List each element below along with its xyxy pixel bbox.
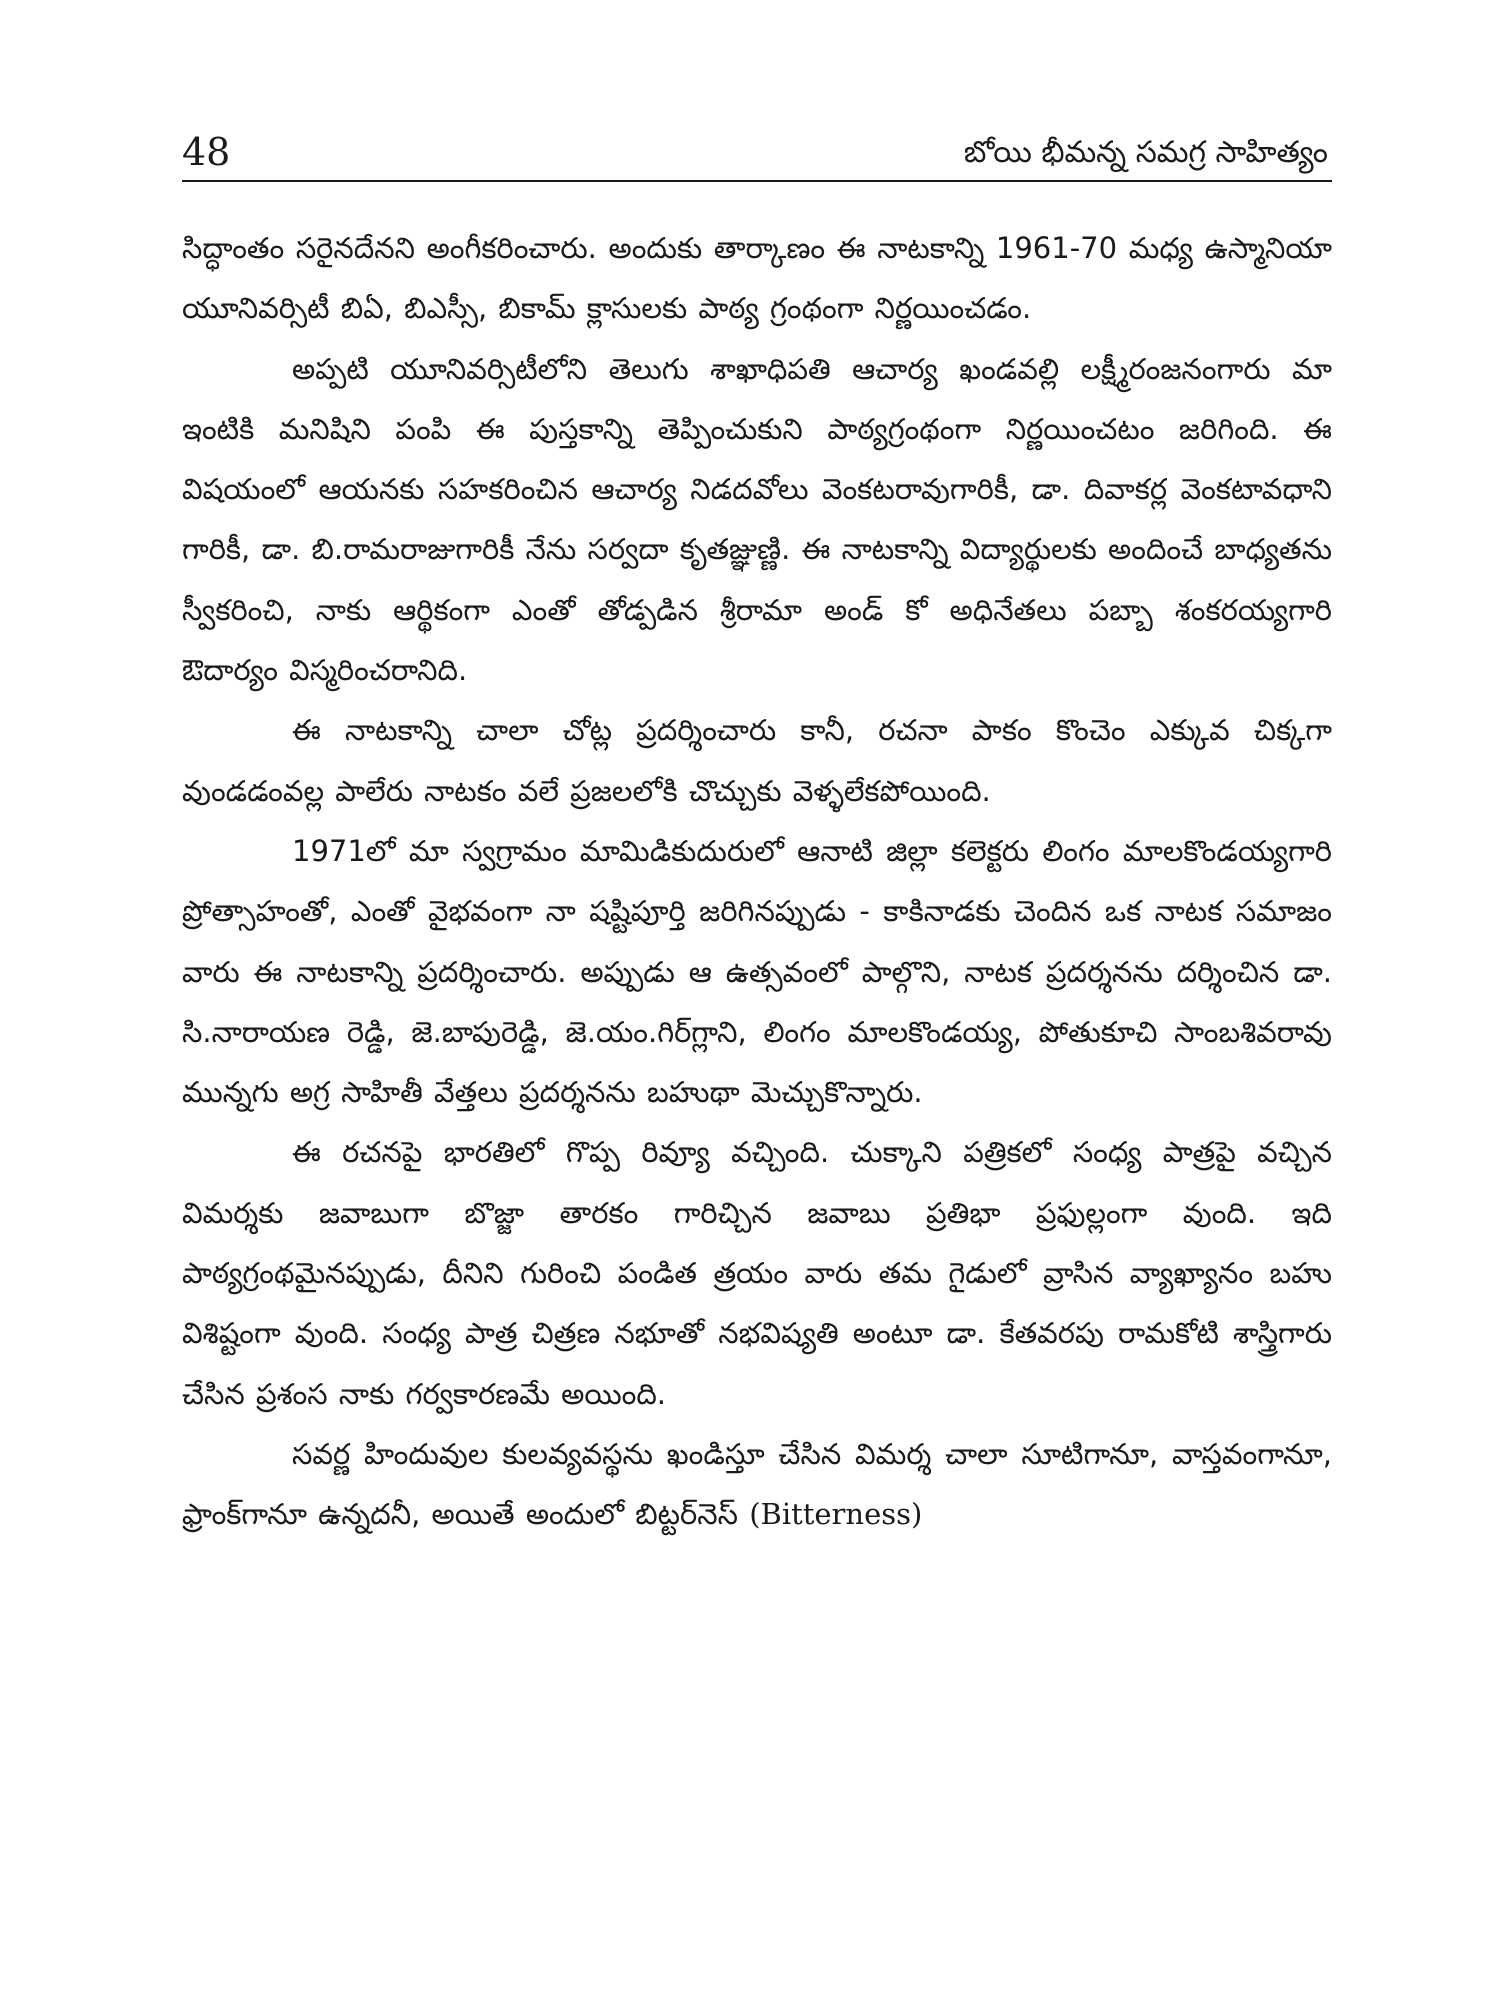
page-header	[182, 126, 1330, 178]
paragraph: ఈ రచనపై భారతిలో గొప్ప రివ్యూ వచ్చింది. చుక్కాని పత్రికలో సంధ్య పాత్రపై వచ్చిన విమర్శకు జవాబుగా బొజ్జా తారకం గారిచ్చిన జవాబు ప్రతిభా ప్రఫుల్లంగా వుంది. ఇది పాఠ్యగ్రంథమైనప్పుడు, దీనిని గురించి పండిత త్రయం వారు తమ గైడులో వ్రాసిన వ్యాఖ్యానం బహు విశిష్టంగా వుంది. సంధ్య పాత్ర చిత్రణ నభూతో నభవిష్యతి అంటూ డా. కేతవరపు రామకోటి శాస్త్రిగారు చేసిన ప్రశంస నాకు గర్వకారణమే అయింది.	[182, 1135, 1332, 1411]
english-term: (Bitterness)	[749, 1497, 923, 1532]
paragraph: సిద్ధాంతం సరైనదేనని అంగీకరించారు. అందుకు తార్కాణం ఈ నాటకాన్ని 1961-70 మధ్య ఉస్మానియా యూనివర్సిటీ బిఏ, బిఎస్సీ, బికామ్ క్లాసులకు పాఠ్య గ్రంథంగా నిర్ణయించడం.	[182, 231, 1332, 326]
paragraph-last	[182, 1424, 1332, 1545]
paragraph: అప్పటి యూనివర్సిటీలోని తెలుగు శాఖాధిపతి ఆచార్య ఖండవల్లి లక్ష్మీరంజనంగారు మా ఇంటికి మనిషిని పంపి ఈ పుస్తకాన్ని తెప్పించుకుని పాఠ్యగ్రంథంగా నిర్ణయించటం జరిగింది. ఈ విషయంలో ఆయనకు సహకరించిన ఆచార్య నిడదవోలు వెంకటరావుగారికీ, డా. దివాకర్ల వెంకటావధాని గారికీ, డా. బి.రామరాజుగారికీ నేను సర్వదా కృతజ్ఞుణ్ణి. ఈ నాటకాన్ని విద్యార్థులకు అందించే బాధ్యతను స్వీకరించి, నాకు ఆర్థికంగా ఎంతో తోడ్పడిన శ్రీరామా అండ్ కో అధినేతలు పబ్బా శంకరయ్యగారి ఔదార్యం విస్మరించరానిది.	[182, 351, 1332, 688]
paragraph-last-lead: సవర్ణ హిందువుల కులవ్యవస్థను ఖండిస్తూ చేసిన విమర్శ చాలా సూటిగానూ, వాస్తవంగానూ, ఫ్రాంక్‌గానూ ఉన్నదనీ, అయితే అందులో బిట్టర్‌నెస్	[182, 1436, 1332, 1532]
paragraph: 1971లో మా స్వగ్రామం మామిడికుదురులో ఆనాటి జిల్లా కలెక్టరు లింగం మాలకొండయ్యగారి ప్రోత్సాహంతో, ఎంతో వైభవంగా నా షష్టిపూర్తి జరిగినప్పుడు - కాకినాడకు చెందిన ఒక నాటక సమాజం వారు ఈ నాటకాన్ని ప్రదర్శించారు. అప్పుడు ఆ ఉత్సవంలో పాల్గొని, నాటక ప్రదర్శనను దర్శించిన డా. సి.నారాయణ రెడ్డి, జె.బాపురెడ్డి, జె.యం.గిర్‌గ్లాని, లింగం మాలకొండయ్య, పోతుకూచి సాంబశివరావు మున్నగు అగ్ర సాహితీ వేత్తలు ప్రదర్శనను బహుథా మెచ్చుకొన్నారు.	[182, 833, 1332, 1110]
header-rule	[182, 180, 1332, 182]
running-title: బోయి భీమన్న సమగ్ర సాహిత్యం	[963, 135, 1328, 170]
body-text	[182, 218, 1332, 1545]
page-number: 48	[182, 130, 231, 174]
paragraph: ఈ నాటకాన్ని చాలా చోట్ల ప్రదర్శించారు కానీ, రచనా పాకం కొంచెం ఎక్కువ చిక్కగా వుండడంవల్ల పాలేరు నాటకం వలే ప్రజలలోకి చొచ్చుకు వెళ్ళలేకపోయింది.	[182, 713, 1332, 808]
